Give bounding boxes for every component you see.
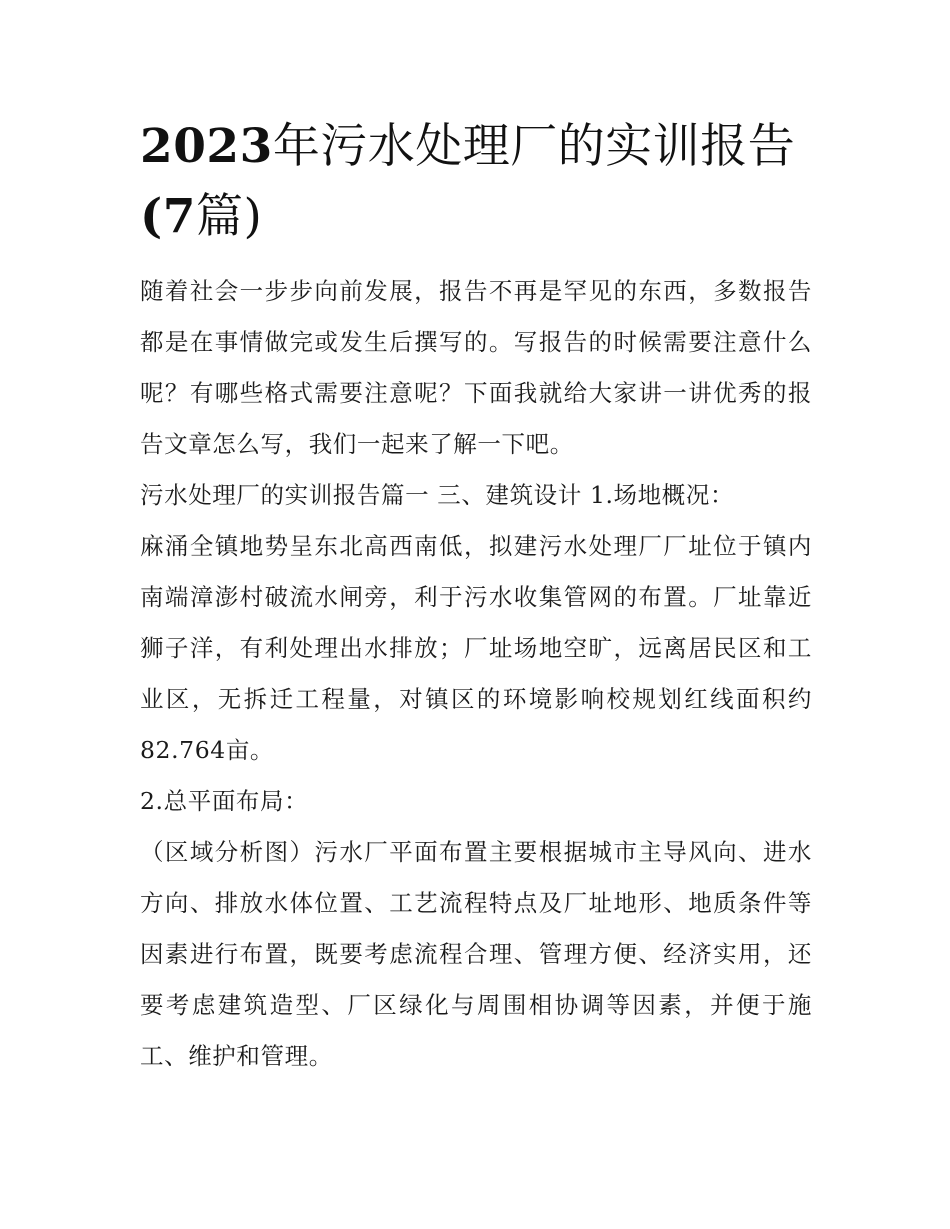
document-body: [140, 266, 812, 1082]
title-count: 7: [162, 189, 196, 244]
site-overview-paragraph: 麻涌全镇地势呈东北高西南低，拟建污水处理厂厂址位于镇内南端漳澎村破流水闸旁，利于污水收集管网的布置。厂址靠近狮子洋，有利处理出水排放；厂址场地空旷，远离居民区和工业区，无拆迁工程量，对镇区的环境影响校规划红线面积约82.764亩。: [140, 532, 812, 764]
section-heading-site: 污水处理厂的实训报告篇一 三、建筑设计 1.场地概况：: [140, 481, 735, 509]
title-paren-rest: 篇): [195, 189, 263, 244]
title-text: 年污水处理厂的实训报告: [272, 119, 796, 174]
title-year: 2023: [140, 119, 273, 174]
document-title: [140, 112, 812, 252]
document-content: [140, 112, 812, 1082]
title-paren-open: (: [140, 189, 163, 244]
intro-paragraph: 随着社会一步步向前发展，报告不再是罕见的东西，多数报告都是在事情做完或发生后撰写的。写报告的时候需要注意什么呢？有哪些格式需要注意呢？下面我就给大家讲一讲优秀的报告文章怎么写，我们一起来了解一下吧。: [140, 277, 812, 458]
section-heading-layout: 2.总平面布局：: [140, 787, 309, 815]
layout-paragraph: （区域分析图）污水厂平面布置主要根据城市主导风向、进水方向、排放水体位置、工艺流程特点及厂址地形、地质条件等因素进行布置，既要考虑流程合理、管理方便、经济实用，还要考虑建筑造型、厂区绿化与周围相协调等因素，并便于施工、维护和管理。: [140, 838, 812, 1070]
